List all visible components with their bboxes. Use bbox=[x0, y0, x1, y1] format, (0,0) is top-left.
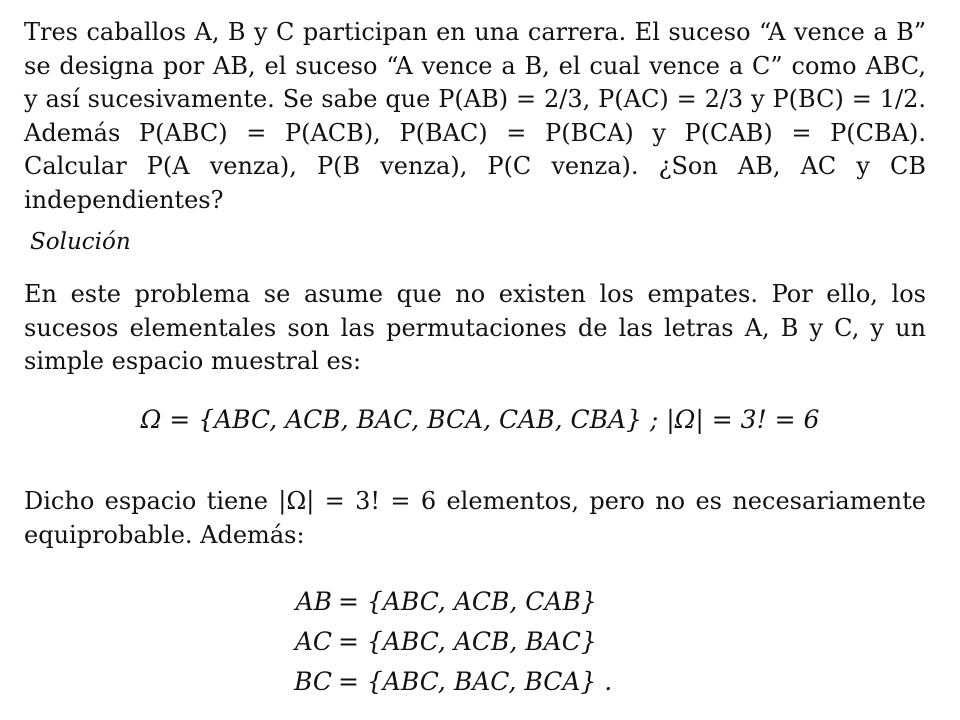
solution-intro-text: En este problema se asume que no existen los empates. Por ello, los sucesos elementales son las permutaciones de las letras A, B y C, y un simple espacio muestral es: bbox=[24, 280, 926, 375]
problem-statement bbox=[24, 16, 926, 217]
solution-heading: Solución bbox=[30, 229, 131, 255]
sample-space-paragraph bbox=[24, 485, 926, 552]
event-ac-equation bbox=[220, 622, 720, 662]
sample-space-equation: Ω = {ABC, ACB, BAC, BCA, CAB, CBA} ; |Ω| = 3! = 6 bbox=[140, 405, 820, 434]
event-bc-lhs: BC bbox=[294, 667, 332, 696]
event-bc-rhs: = {ABC, BAC, BCA} . bbox=[338, 667, 613, 696]
event-ab-equation bbox=[220, 582, 720, 622]
event-bc-equation bbox=[220, 662, 720, 702]
event-ab-lhs: AB bbox=[295, 587, 332, 616]
event-ac-lhs: AC bbox=[294, 627, 332, 656]
solution-intro-paragraph bbox=[24, 278, 926, 379]
event-ab-rhs: = {ABC, ACB, CAB} bbox=[338, 587, 597, 616]
sample-space-text: Dicho espacio tiene |Ω| = 3! = 6 elementos, pero no es necesariamente equiprobable. Además: bbox=[24, 487, 926, 549]
event-ac-rhs: = {ABC, ACB, BAC} bbox=[338, 627, 597, 656]
problem-text: Tres caballos A, B y C participan en una carrera. El suceso “A vence a B” se designa por AB, el suceso “A vence a B, el cual vence a C” como ABC, y así sucesivamente. Se sabe que P(AB) = 2/3, P(AC) = 2/3 y P(BC) = 1/2. Además P(ABC) = P(ACB), P(BAC) = P(BCA) y P(CAB) = P(CBA). Calcular P(A venza), P(B venza), P(C venza). ¿Son AB, AC y CB independientes? bbox=[24, 18, 926, 214]
